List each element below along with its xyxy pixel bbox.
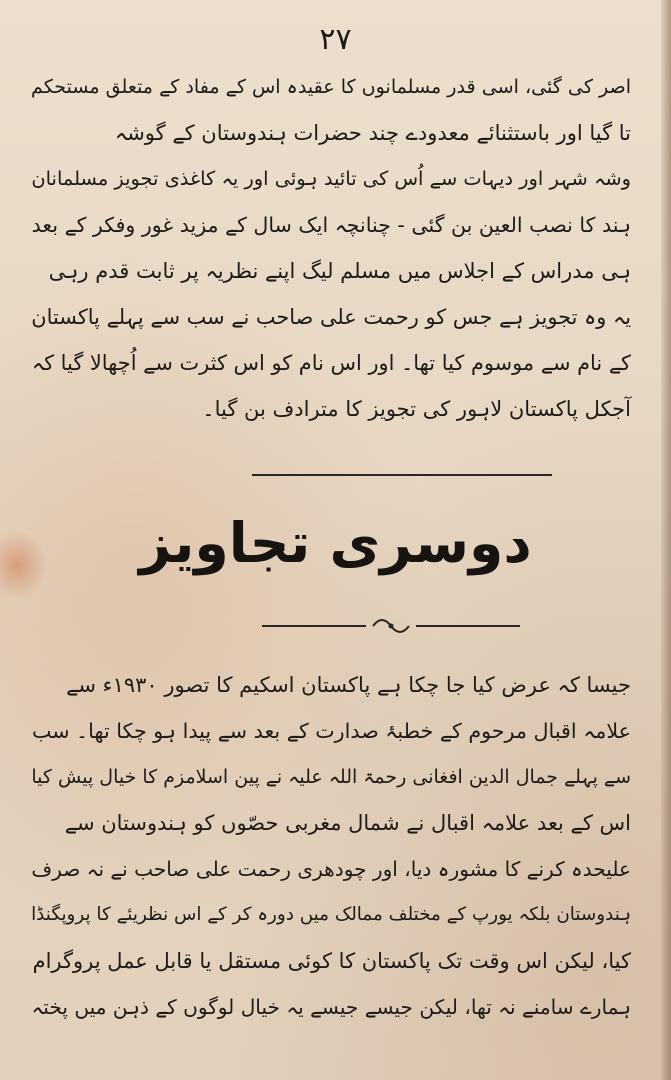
text-line: کے نام سے موسوم کیا تھا۔ اور اس نام کو اس کثرت سے اُچھالا گیا کہ [31, 351, 631, 375]
divider-bottom-left [262, 625, 366, 627]
text-line: ہی مدراس کے اجلاس میں مسلم لیگ اپنے نظریہ پر ثابت قدم رہی [48, 259, 631, 283]
text-line: تا گیا اور باستثنائے معدودے چند حضرات ہندوستان کے گوشہ [114, 121, 631, 145]
page-number: ۲۷ [319, 22, 352, 57]
text-line: ہند کا نصب العین بن گئی - چنانچہ ایک سال کے مزید غور وفکر کے بعد [31, 213, 631, 237]
text-line: یہ وہ تجویز ہے جس کو رحمت علی صاحب نے سب سے پہلے پاکستان [31, 305, 631, 329]
text-line: کیا، لیکن اس وقت تک پاکستان کا کوئی مستقل یا قابل عمل پروگرام [32, 949, 631, 973]
text-line: وشہ شہر اور دیہات سے اُس کی تائید ہوئی اور یہ کاغذی تجویز مسلمانان [31, 167, 631, 190]
text-line: جیسا کہ عرض کیا جا چکا ہے پاکستان اسکیم کا تصور ۱۹۳۰ء سے [66, 673, 631, 697]
divider-top [252, 474, 552, 476]
text-line: آجکل پاکستان لاہور کی تجویز کا مترادف بن گیا۔ [202, 397, 631, 421]
divider-bottom-right [416, 625, 520, 627]
text-line: علامہ اقبال مرحوم کے خطبۂ صدارت کے بعد سے پیدا ہو چکا تھا۔ سب [31, 719, 631, 743]
text-line: ہمارے سامنے نہ تھا، لیکن جیسے جیسے یہ خیال لوگوں کے ذہن میں پختہ [31, 995, 631, 1019]
ornament-icon [371, 618, 411, 634]
text-line: ہندوستان بلکہ یورپ کے مختلف ممالک میں دورہ کر کے اس نظریئے کا پروپگنڈا [31, 904, 631, 925]
text-line: سے پہلے جمال الدین افغانی رحمۃ اللہ علیہ نے پین اسلامزم کا خیال پیش کیا [31, 766, 631, 788]
section-heading: دوسری تجاویز [139, 512, 532, 576]
text-line: اصر کی گئی، اسی قدر مسلمانوں کا عقیدہ اس کے مفاد کے متعلق مستحکم [31, 75, 631, 98]
text-line: اس کے بعد علامہ اقبال نے شمال مغربی حصّوں کو ہندوستان سے [64, 811, 631, 835]
text-line: علیحدہ کرنے کا مشورہ دیا، اور چودھری رحمت علی صاحب نے نہ صرف [31, 857, 631, 881]
